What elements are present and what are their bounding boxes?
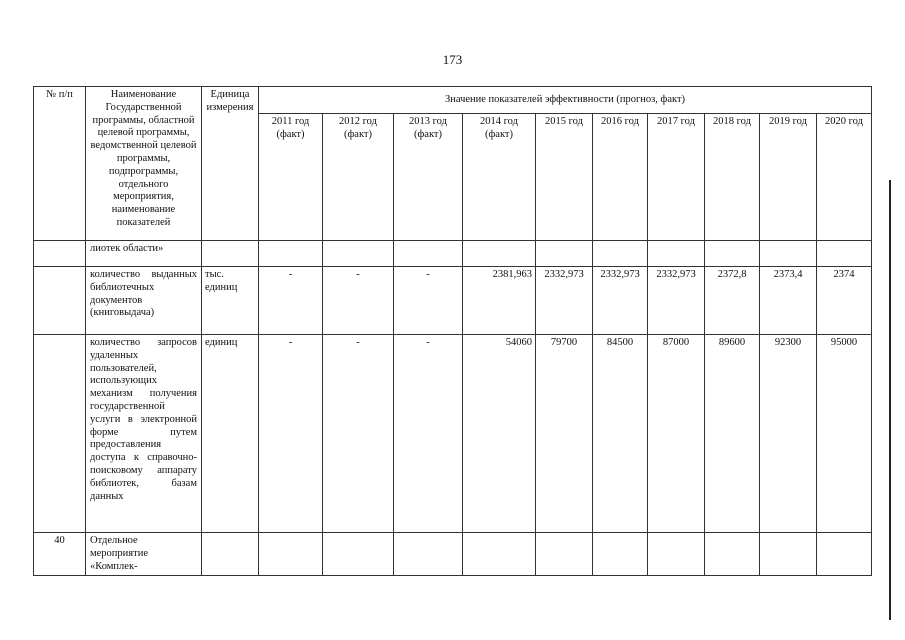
- row-value: 54060: [463, 335, 536, 533]
- row-value: [463, 241, 536, 267]
- table-row: [34, 241, 872, 267]
- row-value: 79700: [536, 335, 593, 533]
- header-row-1: [34, 87, 872, 114]
- scan-edge-line: [889, 180, 891, 620]
- row-value: -: [323, 267, 394, 335]
- header-year-2019: 2019 год: [760, 114, 817, 241]
- row-value: [593, 533, 648, 576]
- row-value: [259, 533, 323, 576]
- header-num: № п/п: [34, 87, 86, 241]
- row-value: [817, 241, 872, 267]
- row-value: [705, 241, 760, 267]
- row-value: 2373,4: [760, 267, 817, 335]
- header-year-2017: 2017 год: [648, 114, 705, 241]
- row-value: [760, 533, 817, 576]
- header-name: Наименование Государственной программы, областной целевой программы, ведомственной целевой программы, подпрограммы, отдельного мероприятия, наименование показателей: [86, 87, 202, 241]
- row-value: -: [259, 267, 323, 335]
- row-value: [593, 241, 648, 267]
- row-num: [34, 335, 86, 533]
- table-row: [34, 533, 872, 576]
- row-value: [536, 241, 593, 267]
- row-num: 40: [34, 533, 86, 576]
- header-values-group: Значение показателей эффективности (прогноз, факт): [259, 87, 872, 114]
- row-name: Отдельное мероприятие «Комплек-: [86, 533, 202, 576]
- row-value: -: [259, 335, 323, 533]
- header-year-2015: 2015 год: [536, 114, 593, 241]
- row-unit: единиц: [202, 335, 259, 533]
- row-value: 2332,973: [648, 267, 705, 335]
- row-value: [259, 241, 323, 267]
- row-unit: [202, 241, 259, 267]
- row-value: [323, 241, 394, 267]
- row-value: [648, 533, 705, 576]
- row-value: 2381,963: [463, 267, 536, 335]
- row-value: [705, 533, 760, 576]
- row-value: [394, 241, 463, 267]
- header-year-2018: 2018 год: [705, 114, 760, 241]
- header-year-2013: 2013 год (факт): [394, 114, 463, 241]
- row-value: 2372,8: [705, 267, 760, 335]
- row-num: [34, 267, 86, 335]
- row-value: [394, 533, 463, 576]
- table-row: [34, 267, 872, 335]
- row-value: 95000: [817, 335, 872, 533]
- row-value: 2374: [817, 267, 872, 335]
- header-year-2016: 2016 год: [593, 114, 648, 241]
- page-number: 173: [442, 52, 463, 67]
- row-name: лиотек области»: [86, 241, 202, 267]
- row-value: 2332,973: [536, 267, 593, 335]
- row-value: 89600: [705, 335, 760, 533]
- header-year-2011: 2011 год (факт): [259, 114, 323, 241]
- row-value: -: [394, 335, 463, 533]
- row-value: [648, 241, 705, 267]
- row-value: 2332,973: [593, 267, 648, 335]
- row-unit: [202, 533, 259, 576]
- row-value: [536, 533, 593, 576]
- row-value: 84500: [593, 335, 648, 533]
- row-unit: тыс. единиц: [202, 267, 259, 335]
- row-num: [34, 241, 86, 267]
- row-value: 92300: [760, 335, 817, 533]
- row-name: количество запросов удаленных пользователей, использующих механизм получения государственной услуги в электронной форме путем предоставления доступа к справочно-поисковому аппарату библиотек, базам данных: [86, 335, 202, 533]
- row-value: [463, 533, 536, 576]
- table-row: [34, 335, 872, 533]
- row-value: [817, 533, 872, 576]
- header-year-2012: 2012 год (факт): [323, 114, 394, 241]
- row-value: -: [323, 335, 394, 533]
- header-year-2020: 2020 год: [817, 114, 872, 241]
- header-unit: Единица измерения: [202, 87, 259, 241]
- indicators-table: [33, 86, 872, 576]
- row-value: -: [394, 267, 463, 335]
- row-value: [323, 533, 394, 576]
- row-value: 87000: [648, 335, 705, 533]
- row-name: количество выданных библиотечных документов (книговыдача): [86, 267, 202, 335]
- row-value: [760, 241, 817, 267]
- header-year-2014: 2014 год (факт): [463, 114, 536, 241]
